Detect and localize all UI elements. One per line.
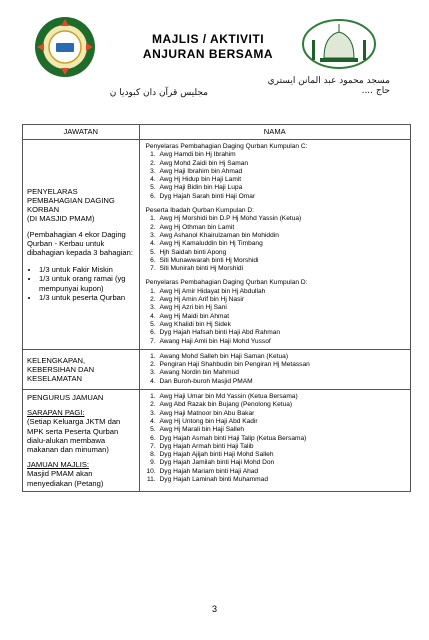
list-item: 3. Awg Hj Azri bin Hj Sani: [158, 304, 404, 312]
table-row: [23, 140, 411, 350]
nama-cell: [139, 349, 410, 389]
organization-logo-left: [34, 14, 96, 80]
list-item: 7. Dyg Hajah Armah binti Haji Talib: [158, 443, 404, 451]
title-line-2: ANJURAN BERSAMA: [142, 47, 274, 61]
name-list: [146, 288, 404, 346]
list-item: 1. Awg Haji Umar bin Md Yassin (Ketua Bersama): [158, 393, 404, 401]
table-row: [23, 390, 411, 492]
list-item: 7. Siti Munirah binti Hj Morshidi: [158, 265, 404, 273]
list-item: 6. Dyg Hajah Asmah binti Haji Talip (Ketua Bersama): [158, 435, 404, 443]
list-item: 2. Awg Hj Othman bin Lamit: [158, 224, 404, 232]
list-item: 2. Awg Abd Razak bin Bujang (Penolong Ketua): [158, 401, 404, 409]
page-number: 3: [211, 604, 217, 614]
list-item: 2. Pengiran Haji Shahbudin bin Pengiran Hj Metassan: [158, 361, 404, 369]
list-item: 8. Dyg Hajah Ajijah binti Haji Mohd Salleh: [158, 451, 404, 459]
group-title: Peserta Ibadah Qurban Kumpulan D:: [145, 207, 255, 215]
list-item: 3. Awg Ashanol Khairulzaman bin Mohiddin: [158, 232, 404, 240]
list-item: 2. Awg Mohd Zaidi bin Hj Saman: [158, 160, 404, 168]
bullet-list: [27, 265, 135, 302]
list-item: 4. Awg Hj Untong bin Haji Abd Kadir: [158, 418, 404, 426]
list-item: 6. Dyg Hajah Sarah binti Haji Omar: [158, 193, 404, 201]
list-item: 3. Awg Haji Matnoor bin Abu Bakar: [158, 410, 404, 418]
jamuan-text: Masjid PMAM akan menyediakan (Petang): [27, 469, 104, 488]
list-item: • 1/3 untuk orang ramai (yg mempunyai kupon): [39, 274, 135, 292]
column-header-jawatan: JAWATAN: [23, 125, 140, 140]
role-title: KELENGKAPAN, KEBERSIHAN DAN KESELAMATAN: [27, 355, 95, 384]
column-header-nama: NAMA: [139, 125, 410, 140]
document-title: [128, 32, 288, 62]
sarapan-heading: SARAPAN PAGI:: [27, 408, 85, 418]
group-title: Penyelaras Pembahagian Daging Qurban Kumpulan D:: [145, 279, 308, 287]
name-list: [146, 393, 404, 484]
role-note: (Pembahagian 4 ekor Daging Qurban - Kerbau untuk dibahagian kepada 3 bahagian:: [27, 229, 133, 258]
nama-cell: [139, 390, 410, 492]
name-list: [146, 215, 404, 273]
list-item: 7. Awang Haji Amli bin Haji Mohd Yussof: [158, 338, 404, 346]
mosque-logo-right: [300, 18, 378, 72]
jawatan-cell: [23, 140, 140, 350]
list-item: 6. Dyg Hajah Hafsah binti Haji Abd Rahman: [158, 329, 404, 337]
list-item: 10. Dyg Hajah Mariam binti Haji Ahad: [158, 468, 404, 476]
list-item: 9. Dyg Hajah Jamilah binti Haji Mohd Don: [158, 459, 404, 467]
list-item: 5. Awg Khalidi bin Hj Sidek: [158, 321, 404, 329]
list-item: 1. Awg Hamdi bin Hj Ibrahim: [158, 151, 404, 159]
list-item: • 1/3 untuk peserta Qurban: [39, 293, 135, 302]
list-item: 1. Awg Hj Morshidi bin D.P Hj Mohd Yassin (Ketua): [158, 215, 404, 223]
role-title: PENYELARAS PEMBAHAGIAN DAGING KORBAN: [27, 186, 115, 215]
table-header-row: [23, 125, 411, 140]
calligraphy-left: مجليس قرآن دان كبوديا ن: [109, 88, 208, 98]
jawatan-cell: [23, 390, 140, 492]
list-item: 4. Awg Hj Maidi bin Ahmat: [158, 313, 404, 321]
table-row: [23, 349, 411, 389]
role-subtitle: (DI MASJID PMAM): [27, 214, 95, 224]
list-item: • 1/3 untuk Fakir Miskin: [39, 265, 135, 274]
group-title: Penyelaras Pembahagian Daging Qurban Kumpulan C:: [145, 143, 308, 150]
list-item: 1. Awang Mohd Salleh bin Haji Saman (Ketua): [158, 353, 404, 361]
list-item: 5. Awg Hj Marali bin Haji Salleh: [158, 426, 404, 434]
list-item: 4. Dan Buroh-buroh Masjid PMAM: [158, 378, 404, 386]
list-item: 11. Dyg Hajah Laminah binti Muhammad: [158, 476, 404, 484]
list-item: 2. Awg Hj Amin Arif bin Hj Nasir: [158, 296, 404, 304]
list-item: 4. Awg Hj Hidup bin Haji Lamit: [158, 176, 404, 184]
document-header: [0, 0, 429, 120]
sarapan-text: (Setiap Keluarga JKTM dan MPK serta Peserta Qurban dialu-alukan membawa makanan dan minuman): [27, 417, 121, 455]
list-item: 5. Awg Haji Bidin bin Haji Lupa: [158, 184, 404, 192]
list-item: 3. Awg Haji Ibrahim bin Ahmad: [158, 168, 404, 176]
role-title: PENGURUS JAMUAN: [27, 393, 104, 403]
name-list: [146, 151, 404, 201]
name-list: [146, 353, 404, 386]
nama-cell: [139, 140, 410, 350]
list-item: 5. Hjh Saidah binti Apong: [158, 249, 404, 257]
calligraphy-right: مسجد محمود عبد المانن ايستري حاج ....: [267, 76, 390, 96]
jawatan-cell: [23, 349, 140, 389]
committee-table: [22, 124, 411, 492]
list-item: 1. Awg Hj Amir Hidayat bin Hj Abdullah: [158, 288, 404, 296]
title-line-1: MAJLIS / AKTIVITI: [151, 32, 265, 46]
jamuan-heading: JAMUAN MAJLIS:: [27, 460, 90, 470]
list-item: 6. Siti Munawwarah binti Hj Morshidi: [158, 257, 404, 265]
list-item: 4. Awg Hj Kamaluddin bin Hj Timbang: [158, 240, 404, 248]
list-item: 3. Awang Nordin bin Mahmud: [158, 369, 404, 377]
